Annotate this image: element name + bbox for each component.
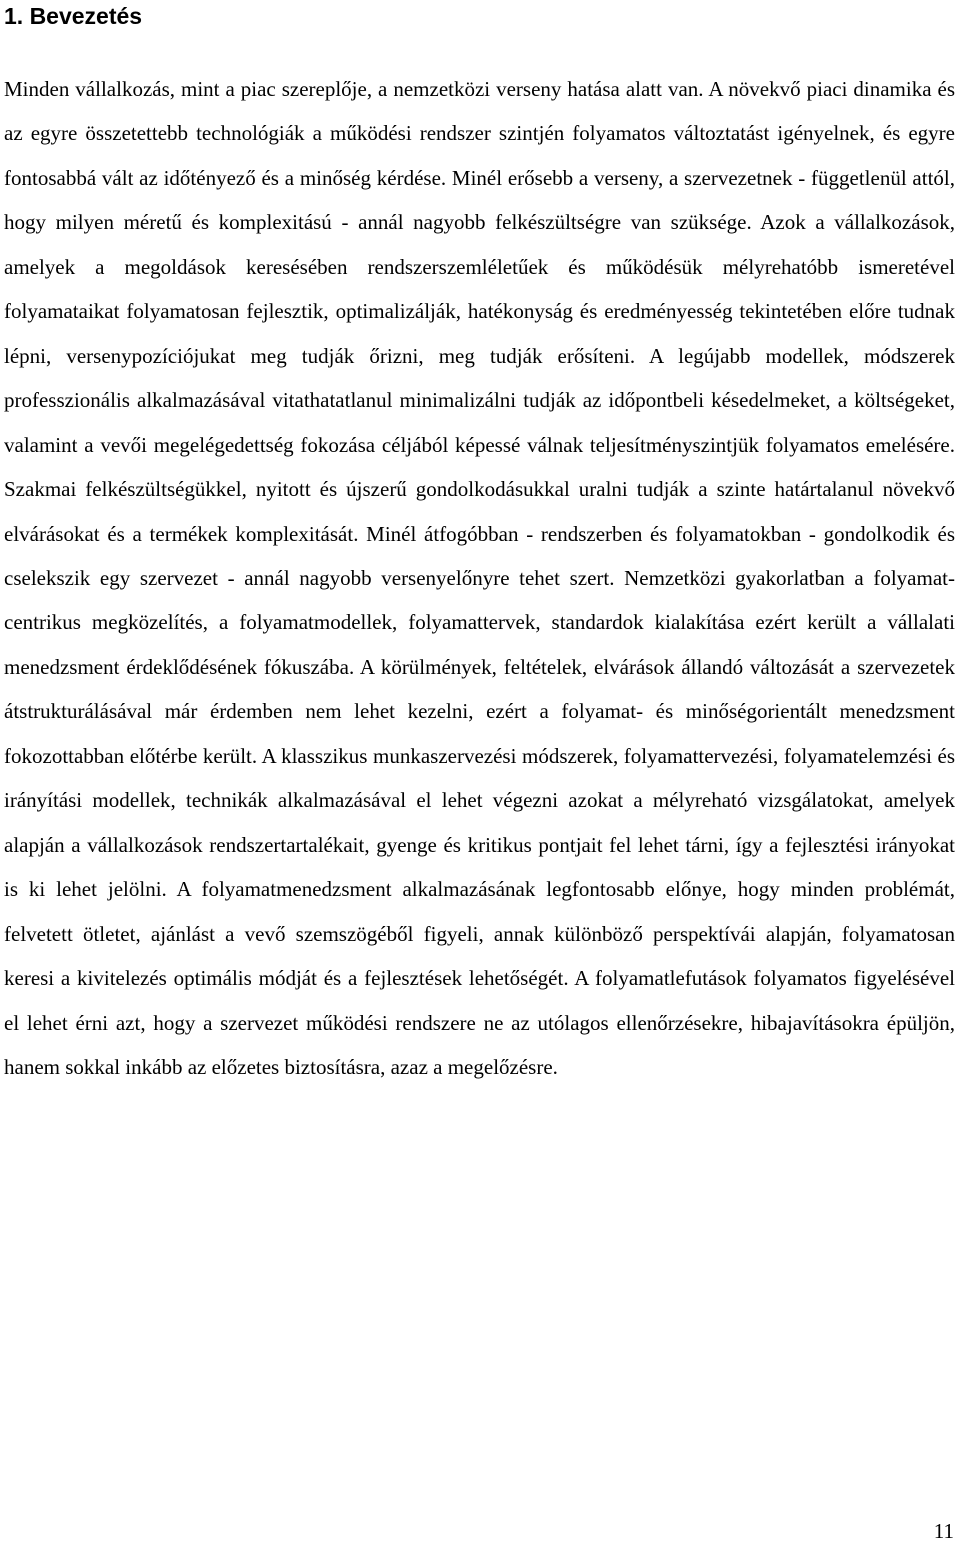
body-paragraph: Minden vállalkozás, mint a piac szereplője, a nemzetközi verseny hatása alatt van. A növekvő piaci dinamika és az egyre összetettebb technológiák a működési rendszer szintjén folyamatos változtatást igényelnek, és egyre fontosabbá vált az időtényező és a minőség kérdése. Minél erősebb a verseny, a szervezetnek - függetlenül attól, hogy milyen méretű és komplexitású - annál nagyobb felkészültségre van szüksége. Azok a vállalkozások, amelyek a megoldások keresésében rendszerszemléletűek és működésük mélyrehatóbb ismeretével folyamataikat folyamatosan fejlesztik, optimalizálják, hatékonyság és eredményesség tekintetében előre tudnak lépni, versenypozíciójukat meg tudják őrizni, meg tudják erősíteni. A legújabb modellek, módszerek professzionális alkalmazásával vitathatatlanul minimalizálni tudják az időpontbeli késedelmeket, a költségeket, valamint a vevői megelégedettség fokozása céljából képessé válnak teljesítményszintjük folyamatos emelésére. Szakmai felkészültségükkel, nyitott és újszerű gondolkodásukkal uralni tudják a szinte határtalanul növekvő elvárásokat és a termékek komplexitását. Minél átfogóbban - rendszerben és folyamatokban - gondolkodik és cselekszik egy szervezet - annál nagyobb versenyelőnyre tehet szert. Nemzetközi gyakorlatban a folyamat-centrikus megközelítés, a folyamatmodellek, folyamattervek, standardok kialakítása ezért került a vállalati menedzsment érdeklődésének fókuszába. A körülmények, feltételek, elvárások állandó változását a szervezetek átstrukturálásával már érdemben nem lehet kezelni, ezért a folyamat- és minőségorientált menedzsment fokozottabban előtérbe került. A klasszikus munkaszervezési módszerek, folyamattervezési, folyamatelemzési és irányítási modellek, technikák alkalmazásával el lehet végezni azokat a mélyreható vizsgálatokat, amelyek alapján a vállalkozások rendszertartalékait, gyenge és kritikus pontjait fel lehet tárni, így a fejlesztési irányokat is ki lehet jelölni. A folyamatmenedzsment alkalmazásának legfontosabb előnye, hogy minden problémát, felvetett ötletet, ajánlást a vevő szemszögéből figyeli, annak különböző perspektívái alapján, folyamatosan keresi a kivitelezés optimális módját és a fejlesztések lehetőségét. A folyamatlefutások folyamatos figyelésével el lehet érni azt, hogy a szervezet működési rendszere ne az utólagos ellenőrzésekre, hibajavításokra épüljön, hanem sokkal inkább az előzetes biztosításra, azaz a megelőzésre. [4,77,955,1079]
page-number: 11 [933,1519,954,1543]
section-heading: 1. Bevezetés [4,3,143,29]
